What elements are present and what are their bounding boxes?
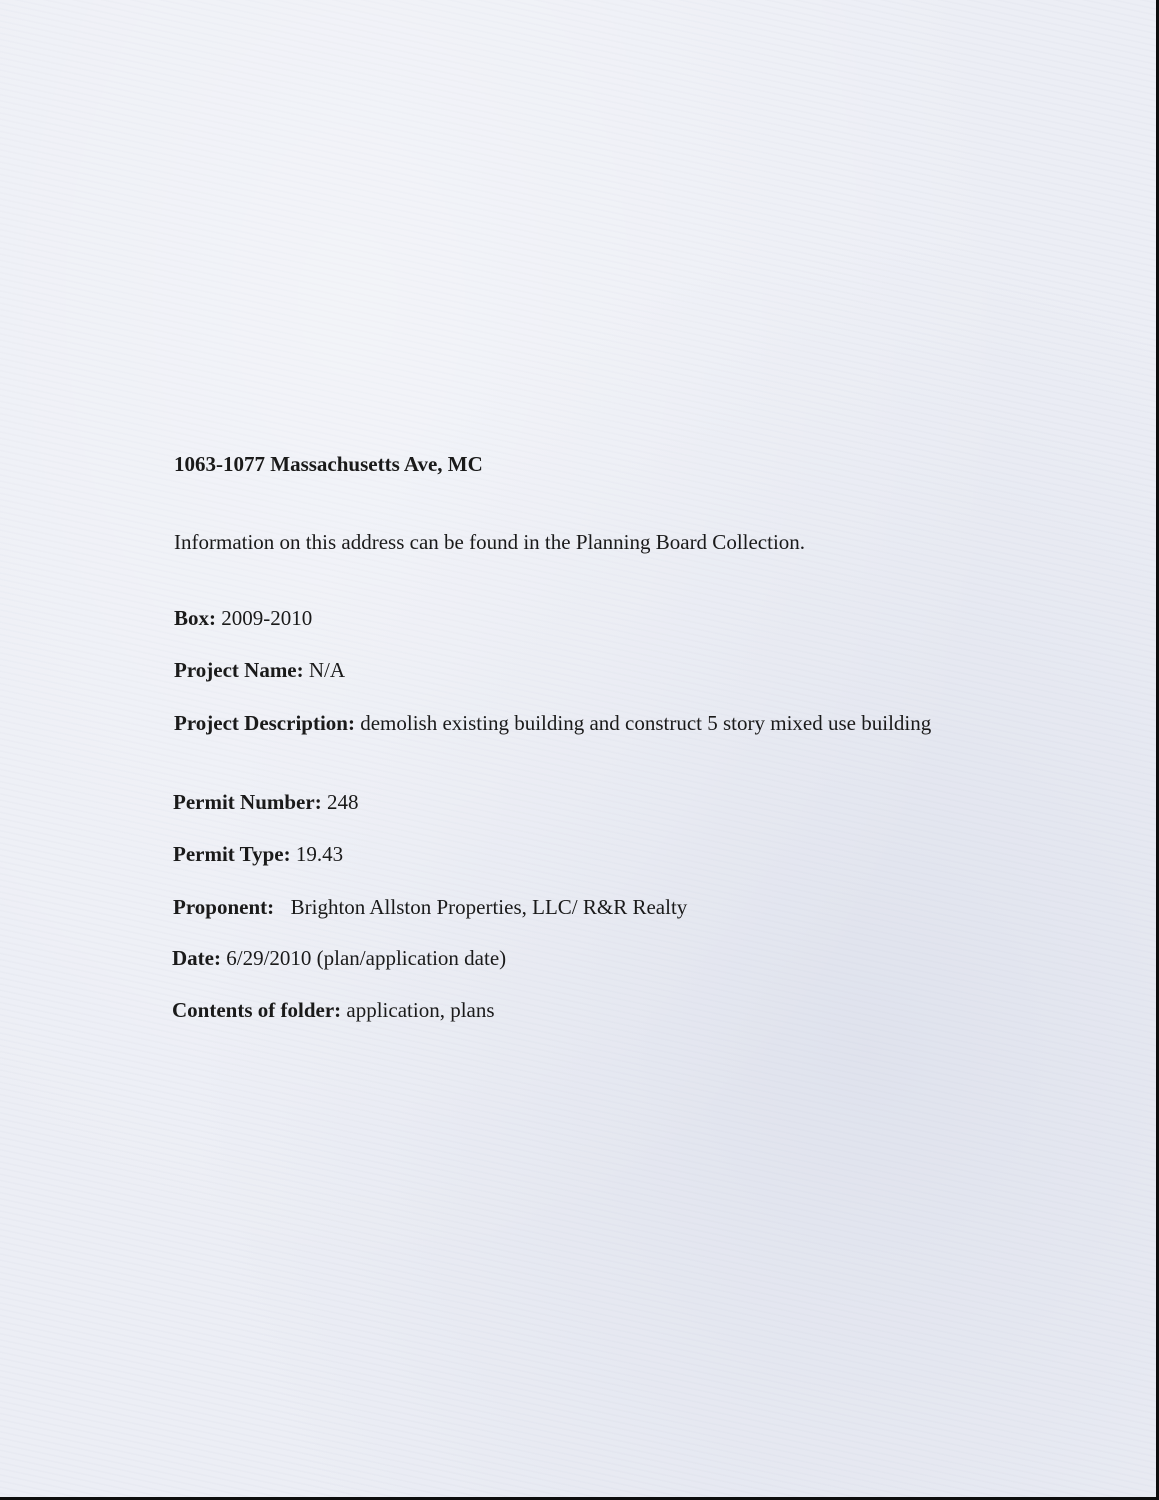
contents-row bbox=[172, 997, 495, 1023]
permit-number-label: Permit Number: bbox=[173, 790, 322, 814]
permit-type-value: 19.43 bbox=[295, 842, 344, 866]
permit-type-row bbox=[173, 841, 343, 867]
permit-type-label: Permit Type: bbox=[173, 842, 291, 866]
document-title: 1063-1077 Massachusetts Ave, MC bbox=[174, 452, 483, 476]
date-value: 6/29/2010 (plan/application date) bbox=[226, 946, 507, 970]
contents-label: Contents of folder: bbox=[172, 998, 342, 1022]
proponent-row bbox=[173, 894, 687, 920]
proponent-label: Proponent: bbox=[173, 895, 275, 919]
project-description-value: demolish existing building and construct 5 story mixed use building bbox=[360, 711, 932, 735]
box-value: 2009-2010 bbox=[221, 606, 313, 630]
proponent-value: Brighton Allston Properties, LLC/ R&R Realty bbox=[290, 895, 688, 919]
date-row bbox=[172, 945, 506, 971]
project-name-label: Project Name: bbox=[174, 658, 304, 682]
intro-text: Information on this address can be found in the Planning Board Collection. bbox=[174, 530, 806, 554]
box-label: Box: bbox=[174, 606, 216, 630]
date-label: Date: bbox=[172, 946, 221, 970]
permit-number-row bbox=[173, 789, 358, 815]
contents-value: application, plans bbox=[346, 998, 495, 1022]
permit-number-value: 248 bbox=[326, 790, 359, 814]
project-name-value: N/A bbox=[308, 658, 346, 682]
project-description-label: Project Description: bbox=[174, 711, 355, 735]
box-row bbox=[174, 605, 312, 631]
project-description-row bbox=[174, 710, 934, 736]
project-name-row bbox=[174, 657, 345, 683]
